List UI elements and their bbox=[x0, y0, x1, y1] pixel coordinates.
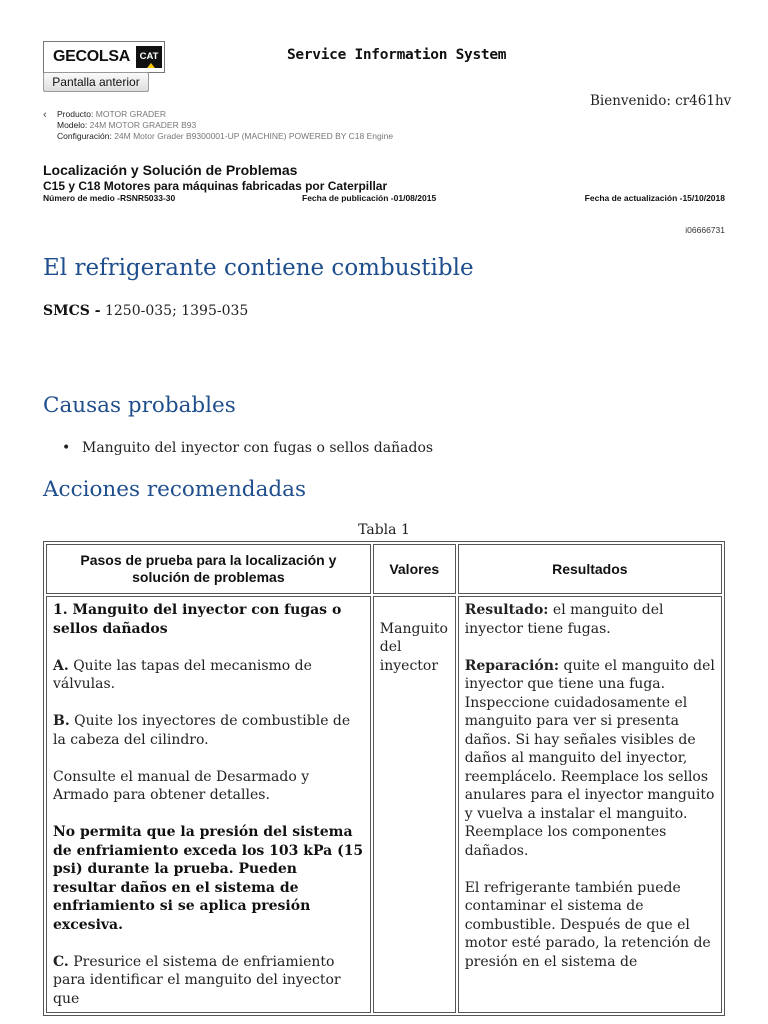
troubleshooting-table bbox=[43, 541, 725, 1016]
causes-list bbox=[62, 440, 433, 456]
result-label: Resultado: bbox=[464, 602, 549, 618]
product-label: Producto: bbox=[57, 109, 94, 119]
system-title: Service Information System bbox=[287, 47, 507, 63]
step-warning: No permita que la presión del sistema de enfriamiento exceda los 103 kPa (15 psi) durante la prueba. Pueden resultar daños en el sistema de enfriamiento si se aplica presión excesiva. bbox=[53, 824, 364, 933]
document-subtitle: C15 y C18 Motores para máquinas fabricadas por Caterpillar bbox=[43, 179, 388, 193]
repair-label: Reparación: bbox=[464, 657, 560, 674]
step-b-text: Quite los inyectores de combustible de la cabeza del cilindro. bbox=[53, 713, 351, 748]
step-a bbox=[53, 657, 364, 694]
step-note: Consulte el manual de Desarmado y Armado para obtener detalles. bbox=[53, 768, 310, 803]
smcs-codes bbox=[43, 303, 248, 319]
causes-heading: Causas probables bbox=[43, 393, 236, 418]
publication-date: Fecha de publicación -01/08/2015 bbox=[302, 193, 437, 203]
step-title: 1. Manguito del inyector con fugas o sellos dañados bbox=[53, 602, 342, 637]
step-c-text: Presurice el sistema de enfriamiento para identificar el manguito del inyector que bbox=[53, 953, 341, 1007]
update-date: Fecha de actualización -15/10/2018 bbox=[584, 193, 725, 203]
smcs-label: SMCS - bbox=[43, 303, 101, 319]
table-caption: Tabla 1 bbox=[358, 522, 410, 538]
list-item: • Manguito del inyector con fugas o sellos dañados bbox=[62, 440, 433, 456]
values-cell bbox=[373, 596, 456, 1013]
product-row bbox=[57, 109, 393, 120]
step-c bbox=[53, 953, 364, 1009]
step-a-text: Quite las tapas del mecanismo de válvulas. bbox=[53, 657, 312, 692]
step-c-label: C. bbox=[53, 953, 69, 970]
welcome-text: Bienvenido: cr461hv bbox=[590, 93, 732, 109]
repair-detail: quite el manguito del inyector que tiene una fuga. Inspeccione cuidadosamente el manguito para ver si presenta daños. Si hay señales visibles de daños al manguito del inyector, reemplácelo. Reemplace los sellos anulares para el inyector manguito y vuelva a instalar el manguito. Reemplace los componentes dañados. bbox=[464, 657, 715, 859]
header-results: Resultados bbox=[458, 544, 722, 594]
logo-text: GECOLSA bbox=[53, 48, 131, 65]
smcs-value: 1250-035; 1395-035 bbox=[100, 303, 249, 319]
results-cell bbox=[458, 596, 722, 1013]
value-text: Manguito del inyector bbox=[379, 620, 448, 674]
extra-text: El refrigerante también puede contaminar el sistema de combustible. Después de que el motor esté parado, la retención de presión en el sistema de bbox=[464, 879, 711, 970]
config-row bbox=[57, 131, 393, 142]
media-number: Número de medio -RSNR5033-30 bbox=[43, 193, 176, 203]
table-row bbox=[46, 596, 722, 1013]
steps-cell bbox=[46, 596, 371, 1013]
table-header-row bbox=[46, 544, 722, 594]
cat-logo-triangle-icon bbox=[147, 63, 155, 68]
model-value: 24M MOTOR GRADER B93 bbox=[89, 120, 197, 130]
back-button[interactable]: Pantalla anterior bbox=[43, 72, 149, 92]
product-info bbox=[57, 109, 393, 142]
config-value: 24M Motor Grader B9300001-UP (MACHINE) POWERED BY C18 Engine bbox=[114, 131, 394, 141]
result-text bbox=[465, 601, 715, 638]
step-b bbox=[53, 712, 364, 749]
chevron-left-icon[interactable]: ‹ bbox=[43, 109, 47, 121]
product-value: MOTOR GRADER bbox=[95, 109, 166, 119]
step-a-label: A. bbox=[53, 657, 69, 674]
document-title: Localización y Solución de Problemas bbox=[43, 162, 298, 178]
config-label: Configuración: bbox=[57, 131, 112, 141]
document-id: i06666731 bbox=[685, 225, 725, 235]
cat-logo-icon: CAT bbox=[136, 46, 162, 68]
header-values: Valores bbox=[373, 544, 456, 594]
model-row bbox=[57, 120, 393, 131]
repair-text bbox=[465, 657, 715, 861]
step-b-label: B. bbox=[53, 713, 70, 729]
model-label: Modelo: bbox=[57, 120, 88, 130]
actions-heading: Acciones recomendadas bbox=[43, 477, 307, 502]
article-heading: El refrigerante contiene combustible bbox=[43, 255, 474, 281]
result-detail: el manguito del inyector tiene fugas. bbox=[464, 602, 664, 637]
header-steps: Pasos de prueba para la localización y solución de problemas bbox=[46, 544, 371, 594]
gecolsa-logo bbox=[43, 41, 165, 73]
